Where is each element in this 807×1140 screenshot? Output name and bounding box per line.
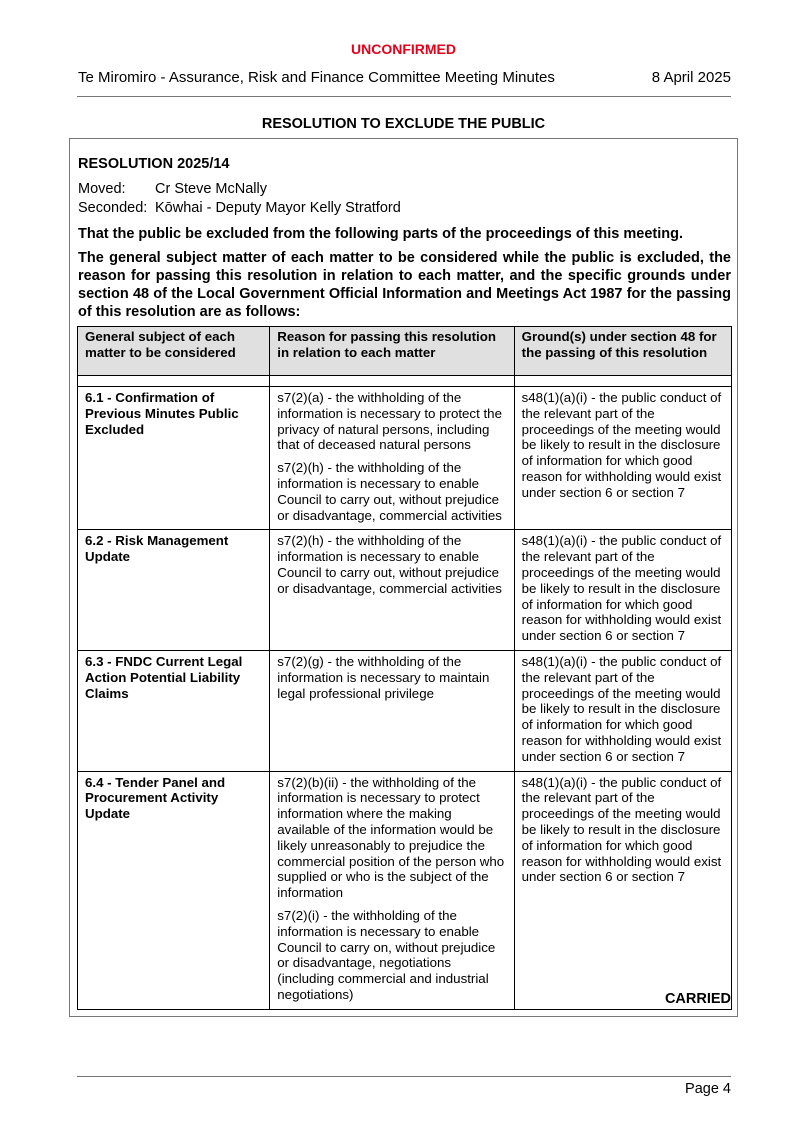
resolution-number: RESOLUTION 2025/14 [78, 156, 230, 172]
resolution-preamble: The general subject matter of each matter to be considered while the public is excluded, the reason for passing this resolution in relation to each matter, and the specific grounds under section 48 of the Local Government Official Information and Meetings Act 1987 for the passing of this resolution are as follows: [78, 250, 731, 320]
reason-cell [270, 771, 514, 1009]
reason-cell [270, 387, 514, 530]
moved-line [78, 181, 267, 197]
header-reason: Reason for passing this resolution in relation to each matter [270, 327, 514, 376]
reason-text: s7(2)(a) - the withholding of the information is necessary to protect the privacy of natural persons, including that of deceased natural persons [277, 390, 502, 453]
reason-text: s7(2)(i) - the withholding of the information is necessary to enable Council to carry on, without prejudice or disadvantage, negotiations (including commercial and industrial negotiations) [277, 907, 496, 1002]
spacer-cell [78, 376, 270, 387]
table-row [78, 650, 732, 771]
reason-cell [270, 650, 514, 771]
page-number: Page 4 [685, 1081, 731, 1097]
meeting-date: 8 April 2025 [651, 69, 731, 86]
subject-cell: 6.3 - FNDC Current Legal Action Potential Liability Claims [78, 650, 270, 771]
exclusion-table [77, 326, 732, 1010]
subject-cell: 6.4 - Tender Panel and Procurement Activity Update [78, 771, 270, 1009]
table-row [78, 530, 732, 651]
reason-text: s7(2)(b)(ii) - the withholding of the information is necessary to protect information where the making available of the information would be likely unreasonably to prejudice the commercial position of the person who supplied or who is the subject of the information [277, 774, 505, 901]
header-divider [77, 96, 731, 97]
subject-cell: 6.1 - Confirmation of Previous Minutes Public Excluded [78, 387, 270, 530]
header-ground: Ground(s) under section 48 for the passing of this resolution [514, 327, 731, 376]
table-row [78, 387, 732, 530]
table-row [78, 376, 732, 387]
moved-value: Cr Steve McNally [155, 181, 267, 197]
footer-divider [77, 1076, 731, 1077]
reason-cell [270, 530, 514, 651]
seconded-label: Seconded: [78, 200, 148, 216]
ground-cell: s48(1)(a)(i) - the public conduct of the relevant part of the proceedings of the meeting would be likely to result in the disclosure of information for which good reason for withholding would exist under section 6 or section 7 [514, 771, 731, 1009]
spacer-cell [270, 376, 514, 387]
meeting-title: Te Miromiro - Assurance, Risk and Finance Committee Meeting Minutes [78, 69, 555, 86]
subject-cell: 6.2 - Risk Management Update [78, 530, 270, 651]
header-subject: General subject of each matter to be considered [78, 327, 270, 376]
reason-text: s7(2)(h) - the withholding of the information is necessary to enable Council to carry out, without prejudice or disadvantage, commercial activities [277, 533, 502, 596]
section-title: RESOLUTION TO EXCLUDE THE PUBLIC [261, 116, 546, 132]
seconded-value: Kōwhai - Deputy Mayor Kelly Stratford [155, 200, 401, 216]
ground-cell: s48(1)(a)(i) - the public conduct of the relevant part of the proceedings of the meeting would be likely to result in the disclosure of information for which good reason for withholding would exist under section 6 or section 7 [514, 387, 731, 530]
table-row [78, 771, 732, 1009]
spacer-cell [514, 376, 731, 387]
moved-label: Moved: [78, 181, 126, 197]
table-header-row [78, 327, 732, 376]
resolution-outcome: CARRIED [664, 991, 731, 1007]
resolution-statement: That the public be excluded from the following parts of the proceedings of this meeting. [78, 226, 684, 242]
unconfirmed-stamp: UNCONFIRMED [351, 41, 456, 57]
reason-text: s7(2)(g) - the withholding of the information is necessary to maintain legal professional privilege [277, 653, 490, 701]
ground-cell: s48(1)(a)(i) - the public conduct of the relevant part of the proceedings of the meeting would be likely to result in the disclosure of information for which good reason for withholding would exist under section 6 or section 7 [514, 530, 731, 651]
ground-cell: s48(1)(a)(i) - the public conduct of the relevant part of the proceedings of the meeting would be likely to result in the disclosure of information for which good reason for withholding would exist under section 6 or section 7 [514, 650, 731, 771]
reason-text: s7(2)(h) - the withholding of the information is necessary to enable Council to carry out, without prejudice or disadvantage, commercial activities [277, 460, 502, 523]
seconded-line [78, 200, 401, 216]
